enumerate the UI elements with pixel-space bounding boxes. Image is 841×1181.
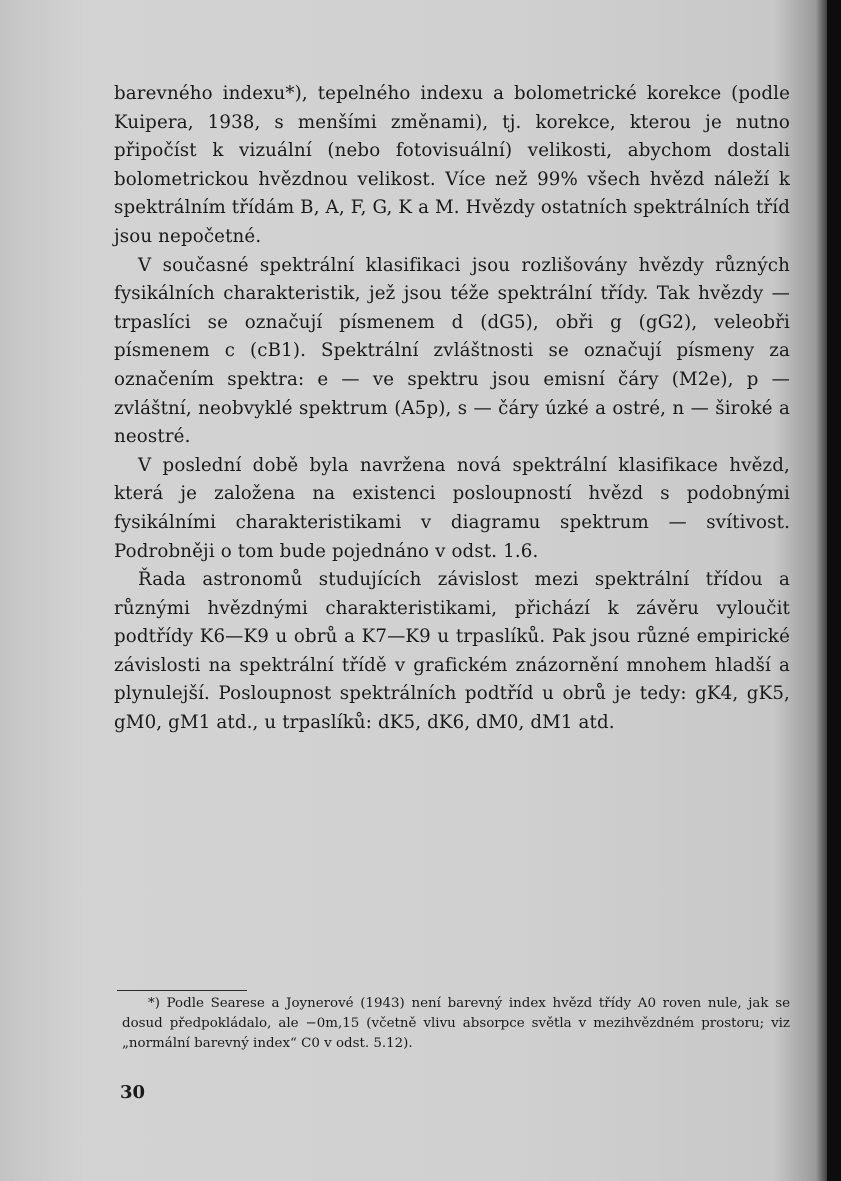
footnote-divider — [117, 990, 247, 991]
footnote-text: *) Podle Searese a Joynerové (1943) není barevný index hvězd třídy A0 roven nule, jak se dosud předpokládalo, ale −0m,15 (včetně vlivu absorpce světla v mezihvězdném prostoru; viz „normální barevný index“ C0 v odst. 5.12). — [122, 996, 790, 1051]
paragraph-1: barevného indexu*), tepelného indexu a bolometrické korekce (podle Kuipera, 1938, s menšími změnami), tj. korekce, kterou je nutno připočíst k vizuální (nebo fotovisuální) velikosti, abychom dostali bolometrickou hvězdnou velikost. Více než 99% všech hvězd náleží k spektrálním třídám B, A, F, G, K a M. Hvězdy ostatních spektrálních tříd jsou nepočetné. — [114, 83, 790, 247]
body-text — [114, 80, 790, 738]
paragraph-2: V současné spektrální klasifikaci jsou rozlišovány hvězdy různých fysikálních charakteristik, jež jsou téže spektrální třídy. Tak hvězdy — trpaslíci se označují písmenem d (dG5), obři g (gG2), veleobři písmenem c (cB1). Spektrální zvláštnosti se označují písmeny za označením spektra: e — ve spektru jsou emisní čáry (M2e), p — zvláštní, neobvyklé spektrum (A5p), s — čáry úzké a ostré, n — široké a neostré. — [114, 254, 790, 448]
paragraph-3: V poslední době byla navržena nová spektrální klasifikace hvězd, která je založena na existenci posloupností hvězd s podobnými fysikálními charakteristikami v diagramu spektrum — svítivost. Podrobněji o tom bude pojednáno v odst. 1.6. — [114, 454, 790, 562]
footnote — [122, 994, 790, 1054]
book-spine-shadow — [827, 0, 841, 1181]
page-number: 30 — [120, 1082, 146, 1103]
paragraph-4: Řada astronomů studujících závislost mezi spektrální třídou a různými hvězdnými charakteristikami, přichází k závěru vyloučit podtřídy K6—K9 u obrů a K7—K9 u trpaslíků. Pak jsou různé empirické závislosti na spektrální třídě v grafickém znázornění mnohem hladší a plynulejší. Posloupnost spektrálních podtříd u obrů je tedy: gK4, gK5, gM0, gM1 atd., u trpaslíků: dK5, dK6, dM0, dM1 atd. — [114, 569, 790, 734]
